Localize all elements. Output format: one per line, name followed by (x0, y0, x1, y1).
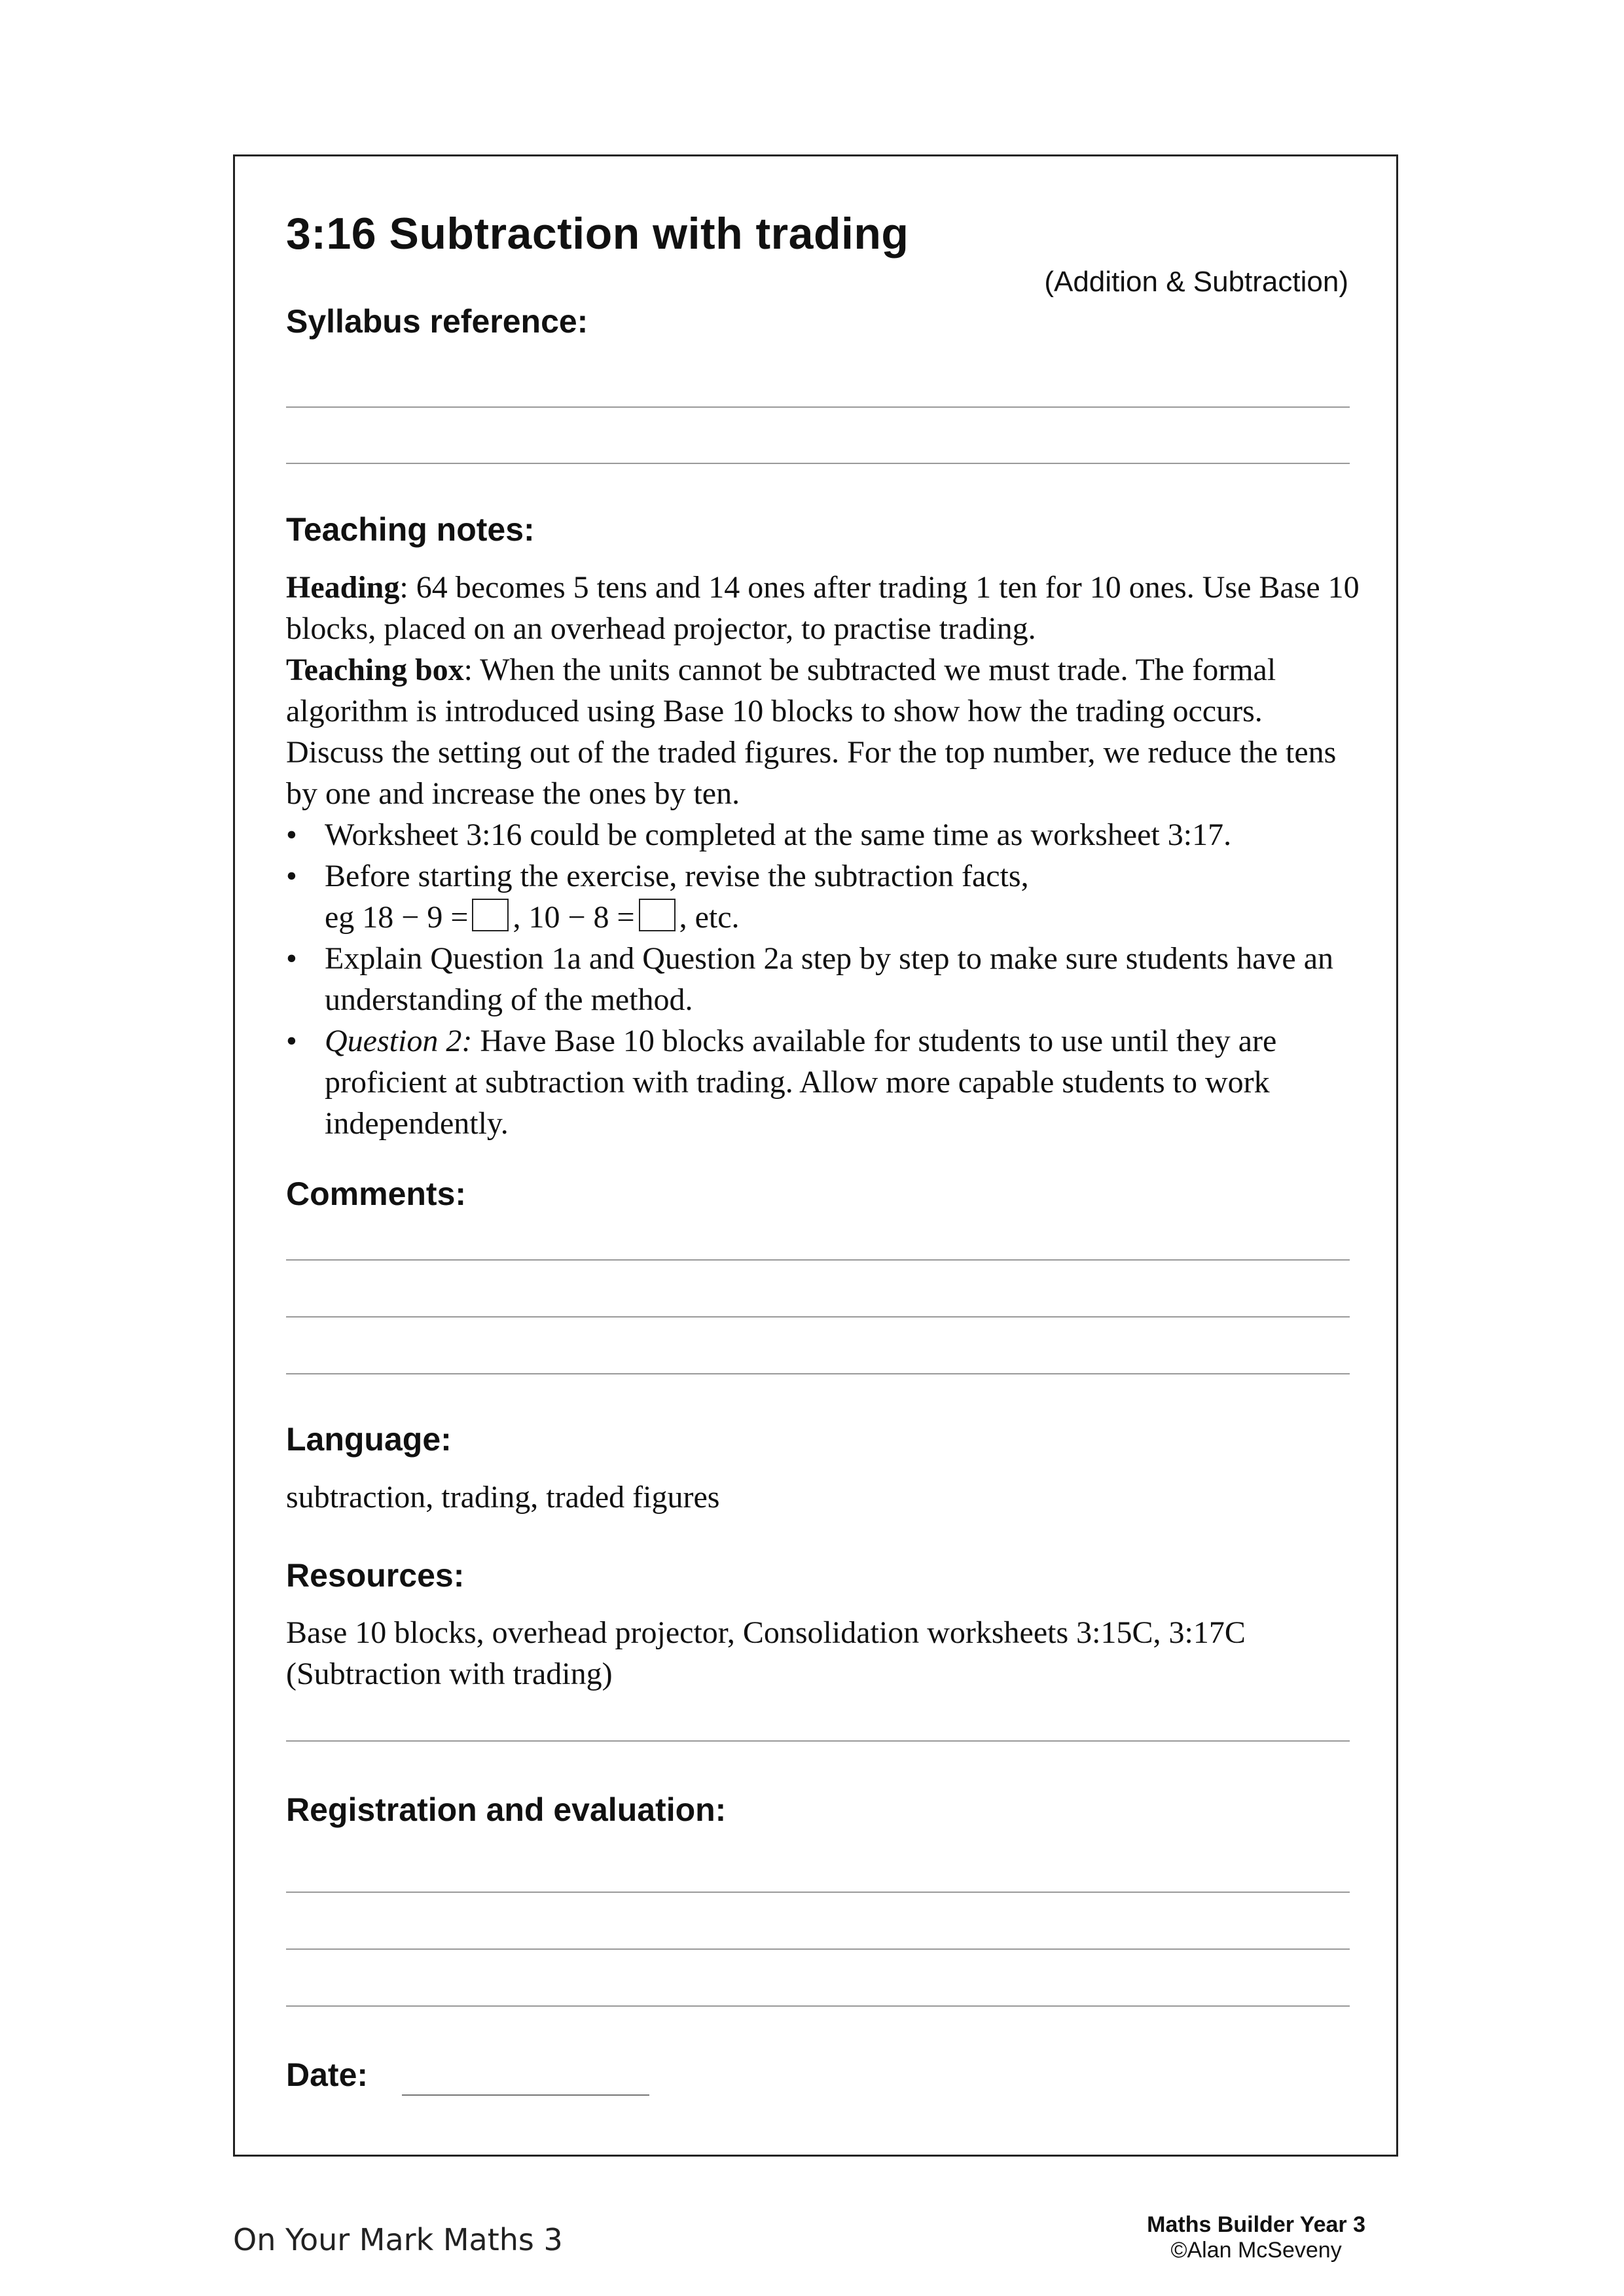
heading-label: Heading (286, 570, 400, 605)
teaching-notes-heading: Teaching notes: (286, 511, 535, 548)
date-label: Date: (286, 2056, 369, 2093)
resources-line[interactable] (286, 1740, 1350, 1742)
language-text: subtraction, trading, traded figures (286, 1480, 720, 1515)
resources-text: Base 10 blocks, overhead projector, Consolidation worksheets 3:15C, 3:17C (Subtraction with trading) (286, 1615, 1246, 1691)
example-expression-1: eg 18 − 9 = (325, 900, 469, 935)
bullet-text: Worksheet 3:16 could be completed at the same time as worksheet 3:17. (325, 817, 1232, 852)
registration-line-2[interactable] (286, 1948, 1350, 1950)
comments-line-1[interactable] (286, 1259, 1350, 1261)
example-expression-2: , 10 − 8 = (513, 900, 635, 935)
question-label: Question 2: (325, 1024, 473, 1058)
page-title: 3:16 Subtraction with trading (286, 209, 909, 259)
teaching-box-label: Teaching box (286, 653, 464, 687)
footer-series: On Your Mark Maths 3 (233, 2222, 563, 2257)
comments-line-2[interactable] (286, 1316, 1350, 1318)
comments-line-3[interactable] (286, 1373, 1350, 1374)
registration-line-3[interactable] (286, 2005, 1350, 2007)
footer-credit (1147, 2212, 1365, 2263)
footer-copyright: ©Alan McSeveny (1170, 2238, 1342, 2263)
heading-paragraph (286, 567, 1360, 649)
answer-box[interactable] (639, 899, 676, 931)
bullet-text: Explain Question 1a and Question 2a step by step to make sure students have an understanding of the method. (325, 941, 1333, 1017)
comments-heading: Comments: (286, 1175, 467, 1212)
syllabus-heading: Syllabus reference: (286, 303, 588, 340)
page-frame (233, 154, 1398, 2157)
language-heading: Language: (286, 1421, 452, 1458)
bullet-text: Have Base 10 blocks available for students to use until they are proficient at subtraction with trading. Allow more capable students to work independently. (325, 1024, 1277, 1141)
teaching-box-paragraph (286, 649, 1360, 814)
syllabus-line-2[interactable] (286, 463, 1350, 464)
bullet-item (286, 814, 1360, 855)
topic-label: (Addition & Subtraction) (1044, 266, 1348, 298)
registration-line-1[interactable] (286, 1892, 1350, 1893)
answer-box[interactable] (472, 899, 509, 931)
bullet-item (286, 938, 1360, 1020)
syllabus-line-1[interactable] (286, 406, 1350, 408)
date-field[interactable] (402, 2094, 649, 2096)
registration-heading: Registration and evaluation: (286, 1791, 727, 1828)
bullet-item (286, 855, 1360, 938)
teaching-notes-body (286, 567, 1360, 1144)
bullet-text: Before starting the exercise, revise the subtraction facts, (325, 859, 1029, 893)
teaching-box-text: : When the units cannot be subtracted we must trade. The formal algorithm is introduced using Base 10 blocks to show how the trading occurs. Discuss the setting out of the traded figures. For the top number, we reduce the tens by one and increase the ones by ten. (286, 653, 1337, 811)
resources-heading: Resources: (286, 1557, 465, 1594)
heading-text: : 64 becomes 5 tens and 14 ones after trading 1 ten for 10 ones. Use Base 10 blocks, placed on an overhead projector, to practise trading. (286, 570, 1360, 646)
bullet-item (286, 1020, 1360, 1144)
example-etc: , etc. (679, 900, 740, 935)
footer-book-title: Maths Builder Year 3 (1147, 2212, 1365, 2237)
teaching-bullets (286, 814, 1360, 1144)
